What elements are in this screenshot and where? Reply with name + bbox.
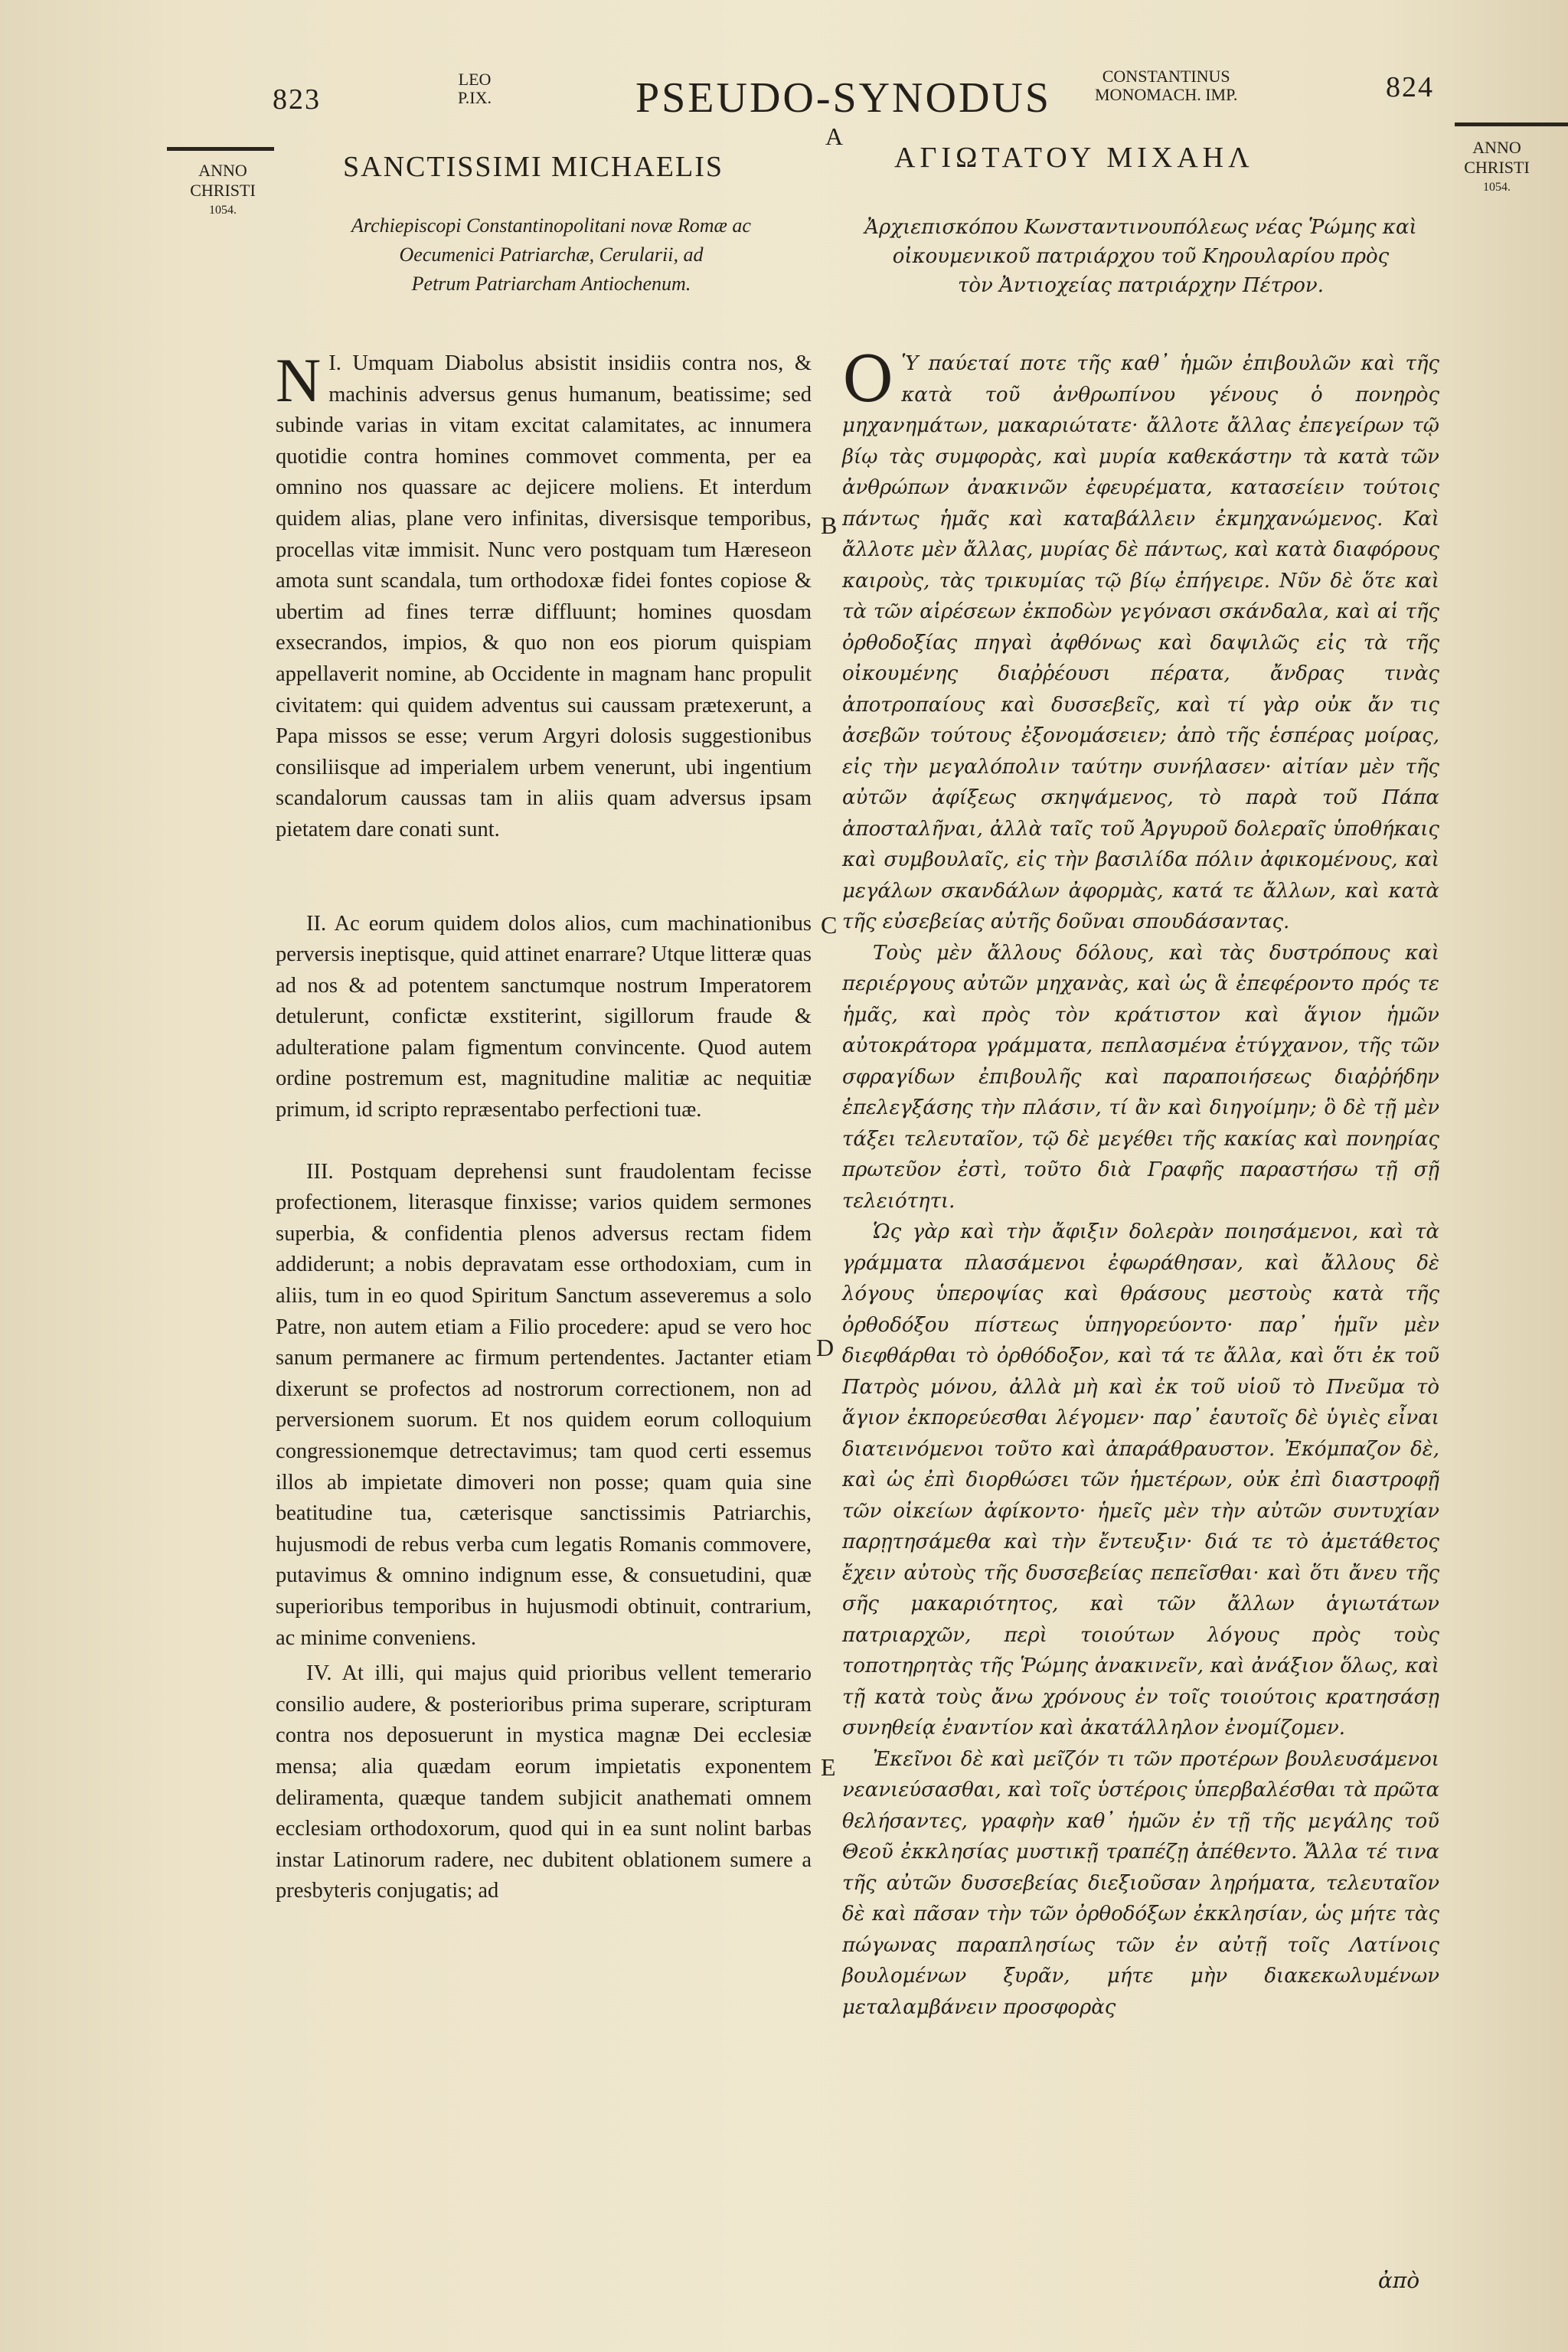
section-mark-c: C <box>821 911 838 939</box>
greek-paragraph-3: Ὡς γὰρ καὶ τὴν ἄφιξιν δολερὰν ποιησάμενοι, καὶ τὰ γράμματα πλασάμενοι ἐφωράθησαν, καὶ ἄλλους δὲ λόγους ὑπεροψίας καὶ θράσους μεστοὺς κατὰ τῆς ὀρθοδόξου πίστεως ὑπηγορεύοντο· παρ᾽ ἡμῖν μὲν διεφθάρθαι τὸ ὀρθόδοξον, καὶ τά τε ἄλλα, καὶ ὅτι ἐκ τοῦ Πατρὸς μόνου, ἀλλὰ μὴ καὶ ἐκ τοῦ υἱοῦ τὸ Πνεῦμα τὸ ἅγιον ἐκπορεύεσθαι λέγομεν· παρ᾽ ἑαυτοῖς δὲ ὑγιὲς εἶναι διατεινόμενοι τοῦτο καὶ ἀπαράθραυστον. Ἐκόμπαζον δὲ, καὶ ὡς ἐπὶ διορθώσει τῶν ἡμετέρων, οὐκ ἐπὶ διαστροφῇ τῶν οἰκείων ἀφίκοντο· ἡμεῖς μὲν τὴν αὐτῶν συντυχίαν παρῃτησάμεθα καὶ τὴν ἔντευξιν· διά τε τὸ ἀμετάθετος ἔχειν αὐτοὺς τῆς δυσσεβείας πεπεῖσθαι· καὶ ὅτι ἄνευ τῆς σῆς μακαριότητος, καὶ τῶν ἄλλων ἁγιωτάτων πατριαρχῶν, περὶ τοιούτων λόγους πρὸς τοὺς τοποτηρητὰς τῆς Ῥώμης ἀνακινεῖν, καὶ ἀνάξιον ὅλως, καὶ τῇ κατὰ τοὺς ἄνω χρόνους ἐν τοῖς τοιούτοις κρατησάσῃ συνηθείᾳ ἐναντίον καὶ ἀκατάλληλον ἐνομίζομεν. <box>842 1220 1439 1740</box>
greek-paragraph-4: Ἐκεῖνοι δὲ καὶ μεῖζόν τι τῶν προτέρων βουλευσάμενοι νεανιεύσασθαι, καὶ τοῖς ὑστέροις ὑπερβαλέσθαι τὰ πρῶτα θελήσαντες, γραφὴν καθ᾽ ἡμῶν ἐν τῇ τῆς μεγάλης τοῦ Θεοῦ ἐκκλησίας μυστικῇ τραπέζῃ ἀπέθεντο. Ἄλλα τέ τινα τῆς αὐτῶν δυσσεβείας διεξιοῦσαν ληρήματα, τελευταῖον δὲ καὶ πᾶσαν τὴν τῶν ὀρθοδόξων ἐκκλησίαν, ὡς μήτε τὰς πώγωνας παραπλησίως τῶν ἐν αὐτῇ τοῖς Λατίνοις βουλομένων ξυρᾶν, μήτε μὴν διακεκωλυμένων μεταλαμβάνειν προσφορὰς <box>842 1747 1439 2019</box>
greek-paragraph-1: Ο Ὑ παύεταί ποτε τῆς καθ᾽ ἡμῶν ἐπιβουλῶν καὶ τῆς κατὰ τοῦ ἀνθρωπίνου γένους ὁ πονηρὸς μηχανημάτων, μακαριώτατε· ἄλλοτε ἄλλας ἐπεγείρων τῷ βίῳ τὰς συμφορὰς, καὶ μυρία καθεκάστην τὰ κατὰ τῶν ἀνθρώπων ἀνακινῶν ἐφευρέματα, κατασείειν τούτοις πάντως ἡμᾶς καὶ καταβάλλειν ἐκμηχανώμενος. Καὶ ἄλλοτε μὲν ἄλλας, μυρίας δὲ πάντως, καὶ κατὰ διαφόρους καιροὺς, τὰς τρικυμίας τῷ βίῳ ἐπήγειρε. Νῦν δὲ ὅτε καὶ τὰ τῶν αἱρέσεων ἐκποδὼν γεγόνασι σκάνδαλα, καὶ αἱ τῆς ὀρθοδοξίας πηγαὶ ἀφθόνως καὶ δαψιλῶς εἰς τὰ τῆς οἰκουμένης διαῤῥέουσι πέρατα, ἄνδρας τινὰς ἀποτροπαίους καὶ δυσσεβεῖς, καὶ τί γὰρ οὐκ ἄν τις ἀσεβῶν τούτους ἐξονομάσειεν; ἀπὸ τῆς ἑσπέρας μοίρας, εἰς τὴν μεγαλόπολιν ταύτην συνήλασεν· αἰτίαν μὲν τῆς αὐτῶν ἀφίξεως σκηψάμενος, τὸ παρὰ τοῦ Πάπα ἀποσταλῆναι, ἀλλὰ ταῖς τοῦ Ἀργυροῦ δολεραῖς ὑποθήκαις καὶ συμβουλαῖς, εἰς τὴν βασιλίδα πόλιν ἀφικομένους, καὶ μεγάλων σκανδάλων ἀφορμὰς, κατά τε ἄλλων, καὶ κατὰ τῆς εὐσεβείας αὐτῆς δοῦναι σπουδάσαντας. <box>842 344 1439 933</box>
paragraph-gap <box>276 1126 812 1157</box>
section-mark-b: B <box>821 511 838 539</box>
greek-column <box>842 344 1439 2023</box>
left-margin-rule <box>167 147 274 151</box>
header-right-label: CONSTANTINUS MONOMACH. IMP. <box>1095 67 1238 104</box>
drop-cap-n: N <box>276 345 322 415</box>
running-title: PSEUDO-SYNODUS <box>635 74 1051 122</box>
left-page-number: 823 <box>273 83 321 116</box>
latin-column <box>276 345 812 1907</box>
latin-title: SANCTISSIMI MICHAELIS <box>343 151 724 183</box>
latin-paragraph-3: III. Postquam deprehensi sunt fraudolentam fecisse profectionem, literasque finxisse; varios quidem sermones superbia, & confidentia plenos adversus rectam fidem addiderunt; a nobis depravatam esse orthodoxiam, cum in aliis, tum in eo quod Spiritum Sanctum asseveremus a solo Patre, non autem etiam a Filio procedere: apud se vero hoc sanum permanere ac firmum pertendentes. Jactanter etiam dixerunt se profectos ad nostrorum correctionem, non ad perversionem suorum. Et nos quidem eorum colloquium congressionemque detrectavimus; tam quod certi essemus illos ab impietate dimoveri non posse; quam quia sine beatitudine tua, cæterisque sanctissimis Patriarchis, hujusmodi de rebus verba cum legatis Romanis commovere, putavimus & omnino indignum esse, & consuetudini, quæ superioribus temporibus in hujusmodi obtinuit, contrarium, ac minime conveniens. <box>276 1159 812 1650</box>
paragraph-gap <box>276 846 812 909</box>
latin-paragraph-2: II. Ac eorum quidem dolos alios, cum machinationibus perversis ineptisque, quid attinet enarrare? Utque litteræ quas ad nos & ad potentem sanctumque nostrum Imperatorem detulerunt, confictæ exstiterint, sigillorum fraude & adulteratione palam figmentum convincente. Quod autem ordine postremum est, magnitudine malitiæ ac nequitiæ primum, id scripto repræsentabo perfectioni tuæ. <box>276 911 812 1122</box>
catchword: ἀπὸ <box>1378 2268 1420 2293</box>
right-margin-rule <box>1455 122 1568 126</box>
latin-paragraph-1: I. N Umquam Diabolus absistit insidiis contra nos, & machinis adversus genus humanum, beatissime; sed subinde varias in vitam excitat calamitates, ac innumera quotidie contra homines commovet commenta, per ea omnino nos quassare ac dejicere moliens. Et interdum quidem alias, plane vero infinitas, diversisque temporibus, procellas vitæ immisit. Nunc vero postquam tum Hæreseon amota sunt scandala, tum orthodoxæ fidei fontes copiose & ubertim ad fines terræ diffluunt; homines quosdam exsecrandos, impios, & quo non eos piorum quispiam appellaverit nomine, ab Occidente in magnam hanc propulit civitatem: qui quidem adventus sui caussam prætexerunt, a Papa missos se esse; verum Argyri dolosis suggestionibus consiliisque ad imperialem urbem venerunt, ubi ingentium scandalorum caussas tam in aliis quam adversus ipsam pietatem dare conati sunt. <box>276 345 812 841</box>
section-mark-a: A <box>825 122 844 150</box>
paragraph-number: I. <box>328 351 341 375</box>
section-mark-e: E <box>821 1753 836 1781</box>
right-margin-anno: ANNO CHRISTI 1054. <box>1464 138 1530 194</box>
left-margin-anno: ANNO CHRISTI 1054. <box>190 161 256 217</box>
greek-paragraph-2: Τοὺς μὲν ἄλλους δόλους, καὶ τὰς δυστρόπους καὶ περιέργους αὐτῶν μηχανὰς, καὶ ὡς ἃ ἐπεφέροντο πρός τε ἡμᾶς, καὶ πρὸς τὸν κράτιστον καὶ ἅγιον ἡμῶν αὐτοκράτορα γράμματα, πεπλασμένα ἐτύγχανον, τῆς τῶν σφραγίδων ἐπιβουλῆς καὶ παραποιήσεως διαῤῥήδην ἐπελεγξάσης τὴν πλάσιν, τί ἂν καὶ διηγοίμην; ὃ δὲ τῇ μὲν τάξει τελευταῖον, τῷ δὲ μεγέθει τῆς κακίας καὶ πονηρίας πρωτεῦον ἐστὶ, τοῦτο διὰ Γραφῆς παραστήσω τῇ σῇ τελειότητι. <box>842 941 1439 1213</box>
right-page-number: 824 <box>1386 71 1434 103</box>
header-left-label: LEO P.IX. <box>458 70 492 107</box>
latin-subtitle: Archiepiscopi Constantinopolitani novæ Romæ ac Oecumenici Patriarchæ, Cerularii, ad Petrum Patriarcham Antiochenum. <box>351 214 751 295</box>
latin-paragraph-4: IV. At illi, qui majus quid prioribus vellent temerario consilio audere, & posterioribus prima superare, scripturam contra nos deposuerunt in mystica magnæ Dei ecclesiæ mensa; alia quædam eorum impietatis exponentem deliramenta, quæque tandem subjicit anathemati omnem ecclesiam orthodoxorum, quod qui in ea sunt nolint barbas instar Latinorum radere, nec dubitent oblationem sumere a presbyteris conjugatis; ad <box>276 1661 812 1903</box>
section-mark-d: D <box>816 1334 835 1361</box>
greek-title: ΑΓΙΩΤΑΤΟΥ ΜΙΧΑΗΛ <box>894 142 1254 174</box>
drop-cap-o: Ο <box>842 344 894 416</box>
greek-subtitle: Ἀρχιεπισκόπου Κωνσταντινουπόλεως νέας Ῥώμης καὶ οἰκουμενικοῦ πατριάρχου τοῦ Κηρουλαρίου πρὸς τὸν Ἀντιοχείας πατριάρχην Πέτρον. <box>864 216 1417 297</box>
